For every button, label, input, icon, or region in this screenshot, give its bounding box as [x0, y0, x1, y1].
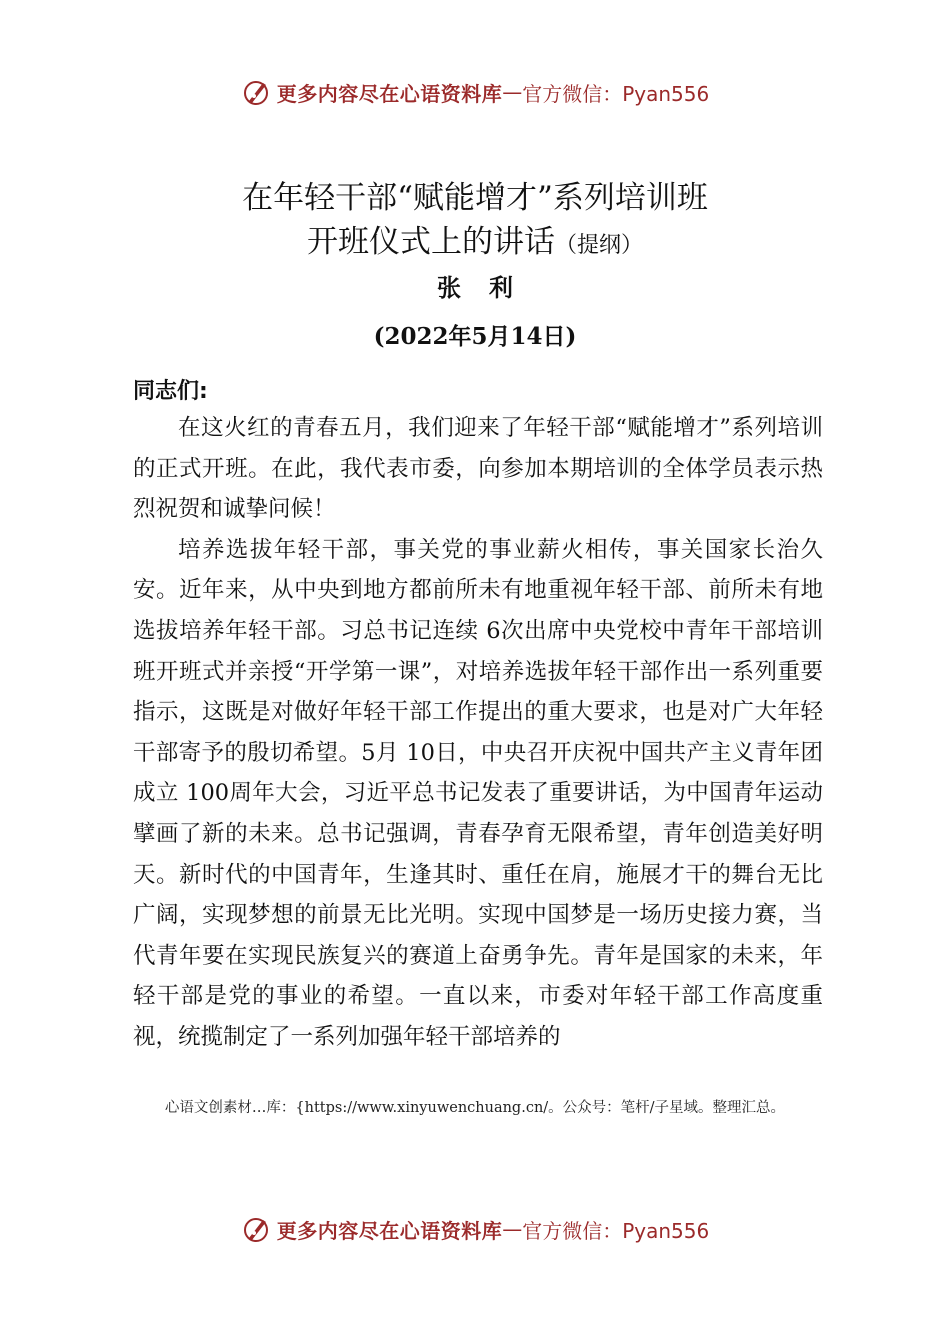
banner-text: 更多内容尽在心语资料库 — [276, 1218, 503, 1243]
speech-date: (2022年5月14日) — [373, 323, 577, 350]
banner-separator: — — [502, 1217, 523, 1241]
paragraph: 培养选拔年轻干部，事关党的事业薪火相传，事关国家长治久安。近年来，从中央到地方都前所未有地重视年轻干部、前所未有地选拔培养年轻干部。习总书记连续 6次出席中央党校中青年干部培训班开班式并亲授“开学第一课”，对培养选拔年轻干部作出一系列重要指示，这既是对做好年轻干部工作提出的重大要求，也是对广大年轻干部寄予的殷切希望。5月 10日，中央召开庆祝中国共产主义青年团成立 100周年大会，习近平总书记发表了重要讲话，为中国青年运动擘画了新的未来。总书记强调，青春孕育无限希望，青年创造美好明天。新时代的中国青年，生逢其时、重任在肩，施展才干的舞台无比广阔，实现梦想的前景无比光明。实现中国梦是一场历史接力赛，当代青年要在实现民族复兴的赛道上奋勇争先。青年是国家的未来，年轻干部是党的事业的希望。一直以来，市委对年轻干部工作高度重视，统揽制定了一系列加强年轻干部培养的 — [133, 536, 823, 1050]
greeting: 同志们: — [133, 379, 208, 404]
document-title-line2 — [0, 220, 950, 268]
author-name: 张利 — [437, 274, 541, 302]
pen-circle-logo-icon — [241, 1214, 271, 1244]
title-main: 开班仪式上的讲话 — [306, 224, 555, 260]
banner-wechat: 官方微信：Pyan556 — [522, 1218, 710, 1243]
banner-wechat: 官方微信：Pyan556 — [522, 81, 710, 106]
source-footnote: 心语文创素材…库：{https://www.xinyuwenchuang.cn/。公众号：笔杆/子星域。整理汇总。 — [164, 1100, 786, 1116]
pen-circle-logo-icon — [241, 77, 271, 107]
paragraph: 在这火红的青春五月，我们迎来了年轻干部“赋能增才”系列培训的正式开班。在此，我代表市委，向参加本期培训的全体学员表示热烈祝贺和诚挚问候！ — [133, 415, 823, 523]
document-title-line1: 在年轻干部“赋能增才”系列培训班 — [242, 180, 708, 216]
speech-body — [133, 408, 823, 1058]
banner-text: 更多内容尽在心语资料库 — [276, 81, 503, 106]
header-banner — [0, 72, 950, 112]
title-note: （提纲） — [554, 233, 643, 258]
banner-separator: — — [502, 80, 523, 104]
footer-banner — [0, 1209, 950, 1249]
